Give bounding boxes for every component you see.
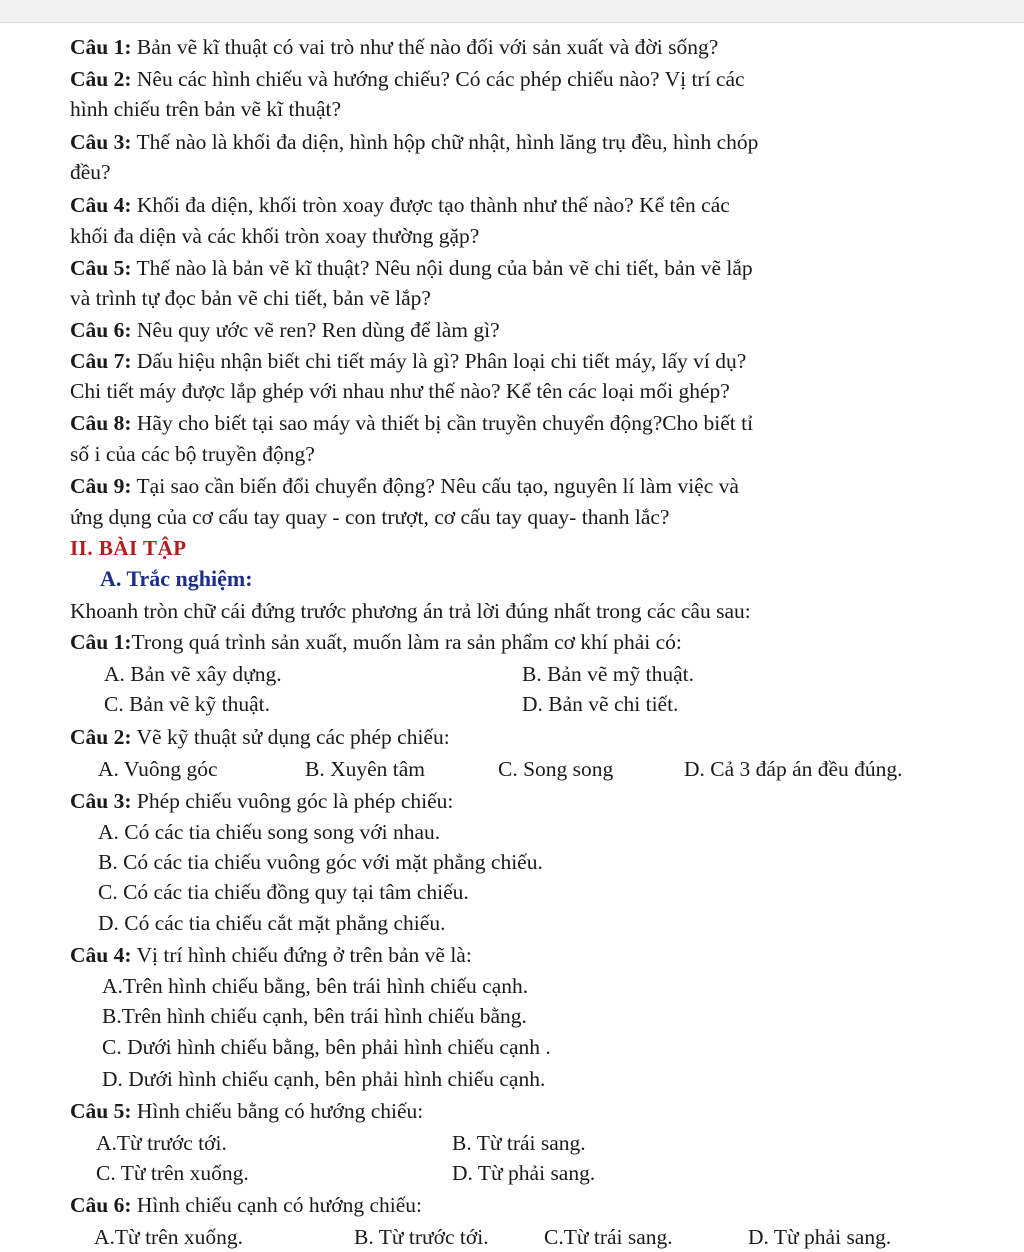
theory-question-9-cont: ứng dụng của cơ cấu tay quay - con trượt, cơ cấu tay quay- thanh lắc? [70,505,670,529]
mcq-1-option-b[interactable]: B. Bản vẽ mỹ thuật. [522,662,694,686]
theory-question-8-cont: số i của các bộ truyền động? [70,442,315,466]
mcq-5-option-b[interactable]: B. Từ trái sang. [452,1131,586,1155]
mcq-question-6: Câu 6: Hình chiếu cạnh có hướng chiếu: [70,1193,423,1217]
mcq-3-option-b[interactable]: B. Có các tia chiếu vuông góc với mặt phẳng chiếu. [98,850,543,874]
theory-question-6: Câu 6: Nêu quy ước vẽ ren? Ren dùng để làm gì? [70,318,500,342]
mcq-2-option-c[interactable]: C. Song song [498,757,614,781]
browser-top-strip [0,0,1024,23]
mcq-2-option-d[interactable]: D. Cả 3 đáp án đều đúng. [684,757,903,781]
mcq-2-option-b[interactable]: B. Xuyên tâm [305,757,426,781]
mcq-5-option-d[interactable]: D. Từ phải sang. [452,1161,596,1185]
theory-question-7-cont: Chi tiết máy được lắp ghép với nhau như thế nào? Kể tên các loại mối ghép? [70,379,730,403]
mcq-3-option-a[interactable]: A. Có các tia chiếu song song với nhau. [98,820,441,844]
mcq-6-option-a[interactable]: A.Từ trên xuống. [94,1225,243,1249]
theory-question-5: Câu 5: Thế nào là bản vẽ kĩ thuật? Nêu nội dung của bản vẽ chi tiết, bản vẽ lắp [70,256,753,280]
theory-question-2-cont: hình chiếu trên bản vẽ kĩ thuật? [70,97,342,121]
mcq-question-5: Câu 5: Hình chiếu bằng có hướng chiếu: [70,1099,424,1123]
mcq-question-1: Câu 1:Trong quá trình sản xuất, muốn làm ra sản phẩm cơ khí phải có: [70,630,682,654]
theory-question-7: Câu 7: Dấu hiệu nhận biết chi tiết máy là gì? Phân loại chi tiết máy, lấy ví dụ? [70,349,747,373]
mcq-1-option-a[interactable]: A. Bản vẽ xây dựng. [104,662,282,686]
mcq-5-option-a[interactable]: A.Từ trước tới. [96,1131,227,1155]
theory-question-4-cont: khối đa diện và các khối tròn xoay thường gặp? [70,224,480,248]
theory-question-3-cont: đều? [70,160,111,184]
mcq-4-option-a[interactable]: A.Trên hình chiếu bằng, bên trái hình chiếu cạnh. [102,974,529,998]
mcq-question-2: Câu 2: Vẽ kỹ thuật sử dụng các phép chiếu: [70,725,450,749]
mcq-6-option-c[interactable]: C.Từ trái sang. [544,1225,673,1249]
mcq-3-option-c[interactable]: C. Có các tia chiếu đồng quy tại tâm chiếu. [98,880,469,904]
mcq-4-option-b[interactable]: B.Trên hình chiếu cạnh, bên trái hình chiếu bằng. [102,1004,527,1028]
theory-question-8: Câu 8: Hãy cho biết tại sao máy và thiết bị cần truyền chuyển động?Cho biết tỉ [70,411,754,435]
mcq-3-option-d[interactable]: D. Có các tia chiếu cắt mặt phẳng chiếu. [98,911,446,935]
mcq-2-option-a[interactable]: A. Vuông góc [98,757,218,781]
mcq-1-option-c[interactable]: C. Bản vẽ kỹ thuật. [104,692,271,716]
instruction-text: Khoanh tròn chữ cái đứng trước phương án trả lời đúng nhất trong các câu sau: [70,599,751,623]
theory-question-9: Câu 9: Tại sao cần biến đổi chuyển động? Nêu cấu tạo, nguyên lí làm việc và [70,474,739,498]
mcq-6-option-b[interactable]: B. Từ trước tới. [354,1225,489,1249]
mcq-question-3: Câu 3: Phép chiếu vuông góc là phép chiếu: [70,789,454,813]
theory-question-4: Câu 4: Khối đa diện, khối tròn xoay được tạo thành như thế nào? Kể tên các [70,193,730,217]
theory-question-1: Câu 1: Bản vẽ kĩ thuật có vai trò như thế nào đối với sản xuất và đời sống? [70,35,719,59]
theory-question-3: Câu 3: Thế nào là khối đa diện, hình hộp chữ nhật, hình lăng trụ đều, hình chóp [70,130,759,154]
mcq-5-option-c[interactable]: C. Từ trên xuống. [96,1161,249,1185]
mcq-1-option-d[interactable]: D. Bản vẽ chi tiết. [522,692,679,716]
theory-question-2: Câu 2: Nêu các hình chiếu và hướng chiếu? Có các phép chiếu nào? Vị trí các [70,67,745,91]
theory-question-5-cont: và trình tự đọc bản vẽ chi tiết, bản vẽ lắp? [70,286,431,310]
mcq-6-option-d[interactable]: D. Từ phải sang. [748,1225,892,1249]
subsection-title: A. Trắc nghiệm: [100,566,253,591]
mcq-question-4: Câu 4: Vị trí hình chiếu đứng ở trên bản vẽ là: [70,943,472,967]
mcq-4-option-c[interactable]: C. Dưới hình chiếu bằng, bên phải hình chiếu cạnh . [102,1035,551,1059]
mcq-4-option-d[interactable]: D. Dưới hình chiếu cạnh, bên phải hình chiếu cạnh. [102,1067,546,1091]
section-title: II. BÀI TẬP [70,536,187,560]
